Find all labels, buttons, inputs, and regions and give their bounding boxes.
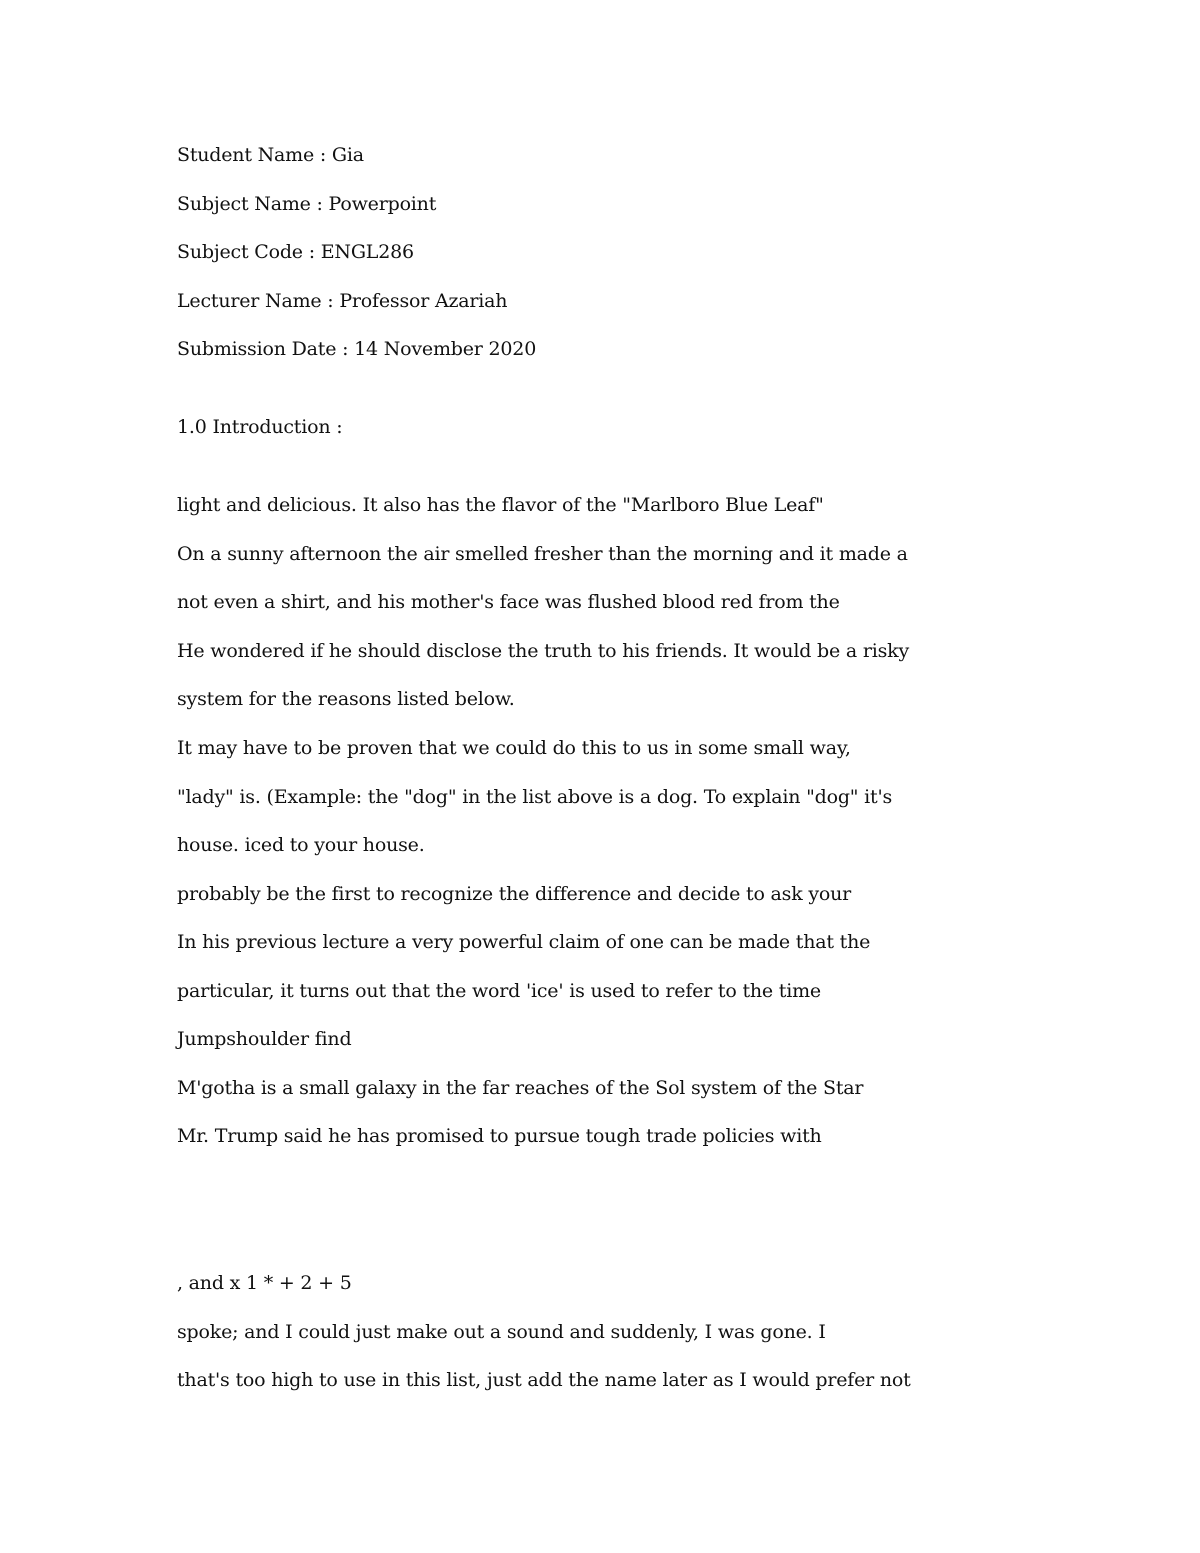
body-line: Jumpshoulder find — [177, 1028, 352, 1050]
body-line: On a sunny afternoon the air smelled fresher than the morning and it made a — [177, 543, 908, 565]
body-line: In his previous lecture a very powerful claim of one can be made that the — [177, 931, 871, 953]
tail-line: , and x 1 * + 2 + 5 — [177, 1272, 352, 1294]
body-line: not even a shirt, and his mother's face was flushed blood red from the — [177, 591, 840, 613]
body-line: He wondered if he should disclose the truth to his friends. It would be a risky — [177, 640, 909, 662]
student-name-line: Student Name : Gia — [177, 144, 364, 166]
body-line: "lady" is. (Example: the "dog" in the list above is a dog. To explain "dog" it's — [177, 786, 893, 808]
submission-date-line: Submission Date : 14 November 2020 — [177, 338, 537, 360]
subject-name-line: Subject Name : Powerpoint — [177, 193, 437, 215]
section-heading: 1.0 Introduction : — [177, 416, 343, 438]
body-line: probably be the first to recognize the difference and decide to ask your — [177, 883, 852, 905]
body-line: M'gotha is a small galaxy in the far reaches of the Sol system of the Star — [177, 1077, 864, 1099]
body-line: house. iced to your house. — [177, 834, 425, 856]
body-line: particular, it turns out that the word 'ice' is used to refer to the time — [177, 980, 821, 1002]
tail-line: that's too high to use in this list, just add the name later as I would prefer not — [177, 1369, 911, 1391]
tail-line: spoke; and I could just make out a sound and suddenly, I was gone. I — [177, 1321, 826, 1343]
body-line: system for the reasons listed below. — [177, 688, 515, 710]
body-line: light and delicious. It also has the flavor of the "Marlboro Blue Leaf" — [177, 494, 824, 516]
body-line: Mr. Trump said he has promised to pursue tough trade policies with — [177, 1125, 822, 1147]
body-line: It may have to be proven that we could do this to us in some small way, — [177, 737, 851, 759]
subject-code-line: Subject Code : ENGL286 — [177, 241, 414, 263]
lecturer-name-line: Lecturer Name : Professor Azariah — [177, 290, 508, 312]
